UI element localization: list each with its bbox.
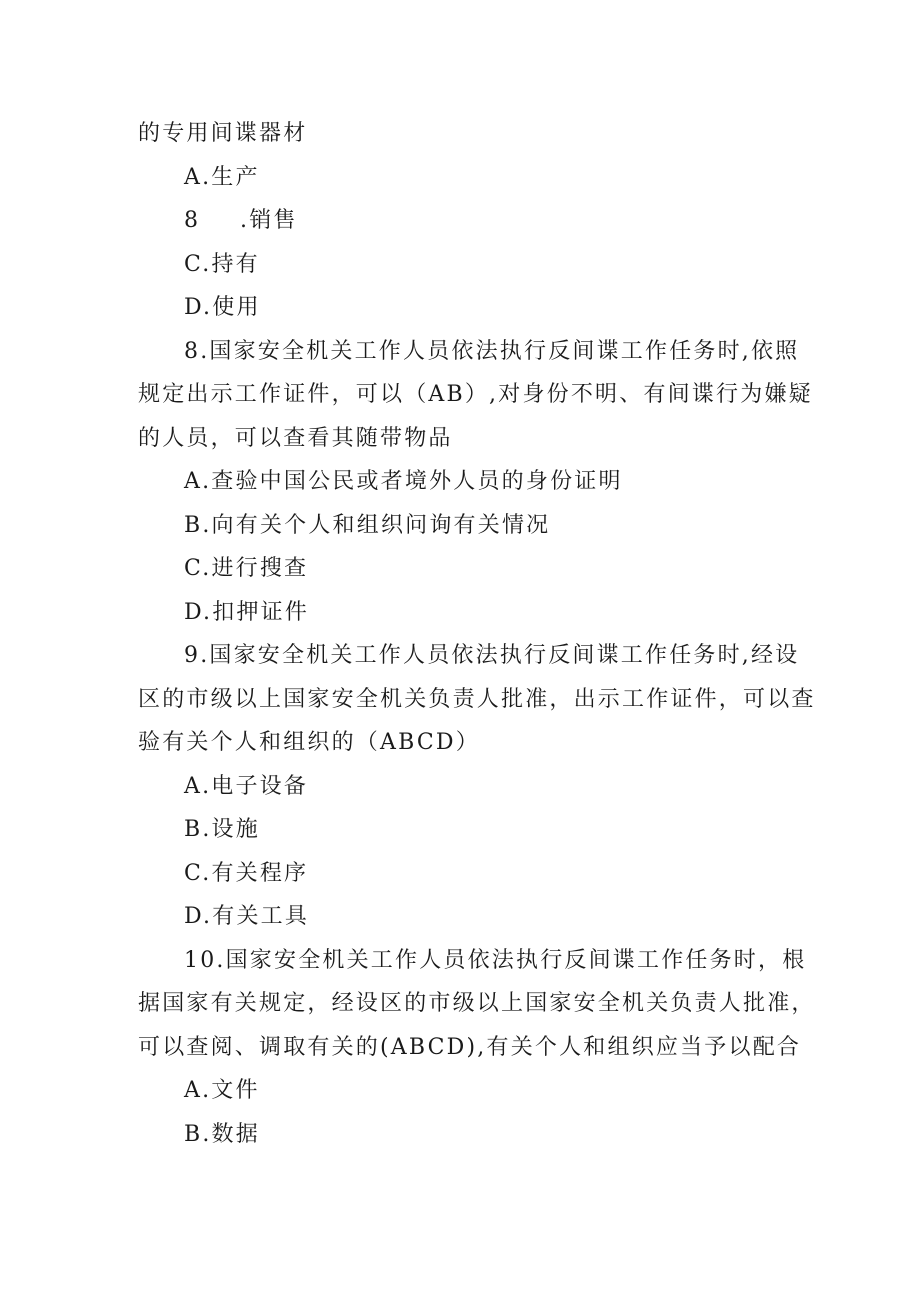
question-8-line-1: 8.国家安全机关工作人员依法执行反间谍工作任务时,依照 (184, 338, 800, 364)
text-line: 的专用间谍器材 (138, 121, 308, 146)
question-8-line-2: 规定出示工作证件，可以（AB）,对身份不明、有间谍行为嫌疑 (138, 382, 813, 407)
q10-option-b: B.数据 (184, 1121, 260, 1147)
option-b-text: .销售 (240, 208, 298, 233)
option-a-produce: A.生产 (184, 164, 260, 190)
option-b-sell (138, 199, 788, 243)
q8-option-b: B.向有关个人和组织问询有关情况 (184, 512, 551, 538)
question-9-line-3: 验有关个人和组织的（ABCD） (138, 730, 480, 755)
option-d-use: D.使用 (184, 295, 261, 320)
question-10-line-1: 10.国家安全机关工作人员依法执行反间谍工作任务时，根 (184, 947, 807, 973)
q10-option-a: A.文件 (184, 1078, 260, 1103)
question-10-line-3: 可以查阅、调取有关的(ABCD),有关个人和组织应当予以配合 (138, 1034, 802, 1060)
q9-option-b: B.设施 (184, 817, 260, 842)
option-b-number: 8 (184, 208, 201, 233)
q9-option-d: D.有关工具 (184, 904, 310, 929)
q9-option-a: A.电子设备 (184, 773, 309, 799)
q8-option-a: A.查验中国公民或者境外人员的身份证明 (184, 469, 623, 494)
q9-option-c: C.有关程序 (184, 860, 309, 886)
document-body (138, 112, 816, 1156)
q8-option-d: D.扣押证件 (184, 599, 310, 625)
question-9-line-2: 区的市级以上国家安全机关负责人批准，出示工作证件，可以查 (138, 686, 816, 712)
question-10-line-2: 据国家有关规定，经设区的市级以上国家安全机关负责人批准， (138, 991, 816, 1016)
q8-option-c: C.进行搜查 (184, 556, 309, 581)
question-9-line-1: 9.国家安全机关工作人员依法执行反间谍工作任务时,经设 (184, 643, 800, 668)
option-c-hold: C.持有 (184, 251, 260, 277)
question-8-line-3: 的人员，可以查看其随带物品 (138, 425, 453, 451)
